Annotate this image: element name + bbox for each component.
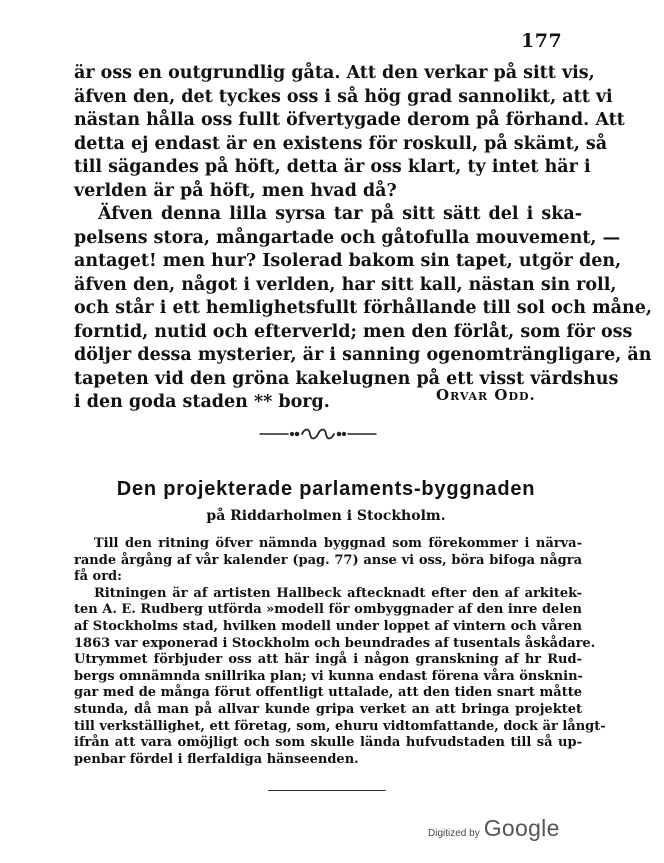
article-line: af Stockholms stad, hvilken modell under loppet af vintern och våren xyxy=(74,618,582,634)
essay-line: Äfven denna lilla syrsa tar på sitt sätt del i ska- xyxy=(98,204,582,224)
article-line: penbar fördel i flerfaldiga hänseenden. xyxy=(74,751,359,767)
essay-line: i den goda staden ** borg. xyxy=(74,392,330,412)
essay-line: och står i ett hemlighetsfullt förhållande till sol och måne, xyxy=(74,298,652,318)
digitized-watermark xyxy=(428,815,560,842)
essay-line: till sägandes på höft, detta är oss klart, ty intet här i xyxy=(74,157,591,177)
article-line: gar med de många förut offentligt uttalade, att den tiden snart måtte xyxy=(74,685,582,701)
article-line: ifrån att vara omöjligt och som skulle lända hufvudstaden till så up- xyxy=(74,735,582,751)
decorative-divider-icon xyxy=(258,425,378,443)
essay-line: verlden är på höft, men hvad då? xyxy=(74,180,397,201)
article-line: Utrymmet förbjuder oss att här ingå i någon granskning af hr Rud- xyxy=(74,652,582,668)
closing-rule xyxy=(268,790,386,791)
article-line: Till den ritning öfver nämnda byggnad som förekommer i närva- xyxy=(94,536,582,551)
article-line: Ritningen är af artisten Hallbeck aftecknadt efter den af arkitek- xyxy=(94,585,582,601)
essay-line: detta ej endast är en existens för roskull, på skämt, så xyxy=(74,133,608,154)
article-title: Den projekterade parlaments-byggnaden xyxy=(116,478,536,500)
article-line: ten A. E. Rudberg utförda »modell för ombyggnader af den inre delen xyxy=(74,602,582,618)
google-logo: Google xyxy=(483,815,560,841)
essay-text xyxy=(74,62,652,415)
article-body xyxy=(74,536,606,768)
essay-line: nästan hålla oss fullt öfvertygade derom på förhand. Att xyxy=(74,110,625,130)
article-line: bergs omnämnda snillrika plan; vi kunna endast förena våra önsknin- xyxy=(74,668,583,684)
article-line: rande årgång af vår kalender (pag. 77) anse vi oss, böra bifoga några xyxy=(74,552,582,568)
article-line: stunda, då man på allvar kunde gripa verket an att bringa projektet xyxy=(74,701,582,717)
essay-line: äfven den, något i verlden, har sitt kall, nästan sin roll, xyxy=(74,274,617,295)
author-signature: Orvar Odd. xyxy=(436,386,536,404)
article-line: få ord: xyxy=(74,569,122,585)
essay-line: pelsens stora, mångartade och gåtofulla mouvement, — xyxy=(74,227,621,248)
article-line: till verkställighet, ett företag, som, ehuru vidtomfattande, dock är långt- xyxy=(74,718,606,734)
essay-line: döljer dessa mysterier, är i sanning ogenomträngligare, än xyxy=(74,345,652,365)
article-line: 1863 var exponerad i Stockholm och beundrades af tusentals åskådare. xyxy=(74,635,596,651)
page-number: 177 xyxy=(521,30,563,52)
article-subtitle: på Riddarholmen i Stockholm. xyxy=(206,508,446,524)
essay-line: äfven den, det tyckes oss i så hög grad sannolikt, att vi xyxy=(74,86,613,107)
watermark-caption: Digitized by xyxy=(428,828,480,839)
essay-line: antaget! men hur? Isolerad bakom sin tapet, utgör den, xyxy=(74,251,622,271)
essay-line: tapeten vid den gröna kakelugnen på ett visst värdshus xyxy=(74,368,619,389)
essay-line: forntid, nutid och efterverld; men den förlåt, som för oss xyxy=(74,321,633,342)
essay-line: är oss en outgrundlig gåta. Att den verkar på sitt vis, xyxy=(74,63,595,83)
